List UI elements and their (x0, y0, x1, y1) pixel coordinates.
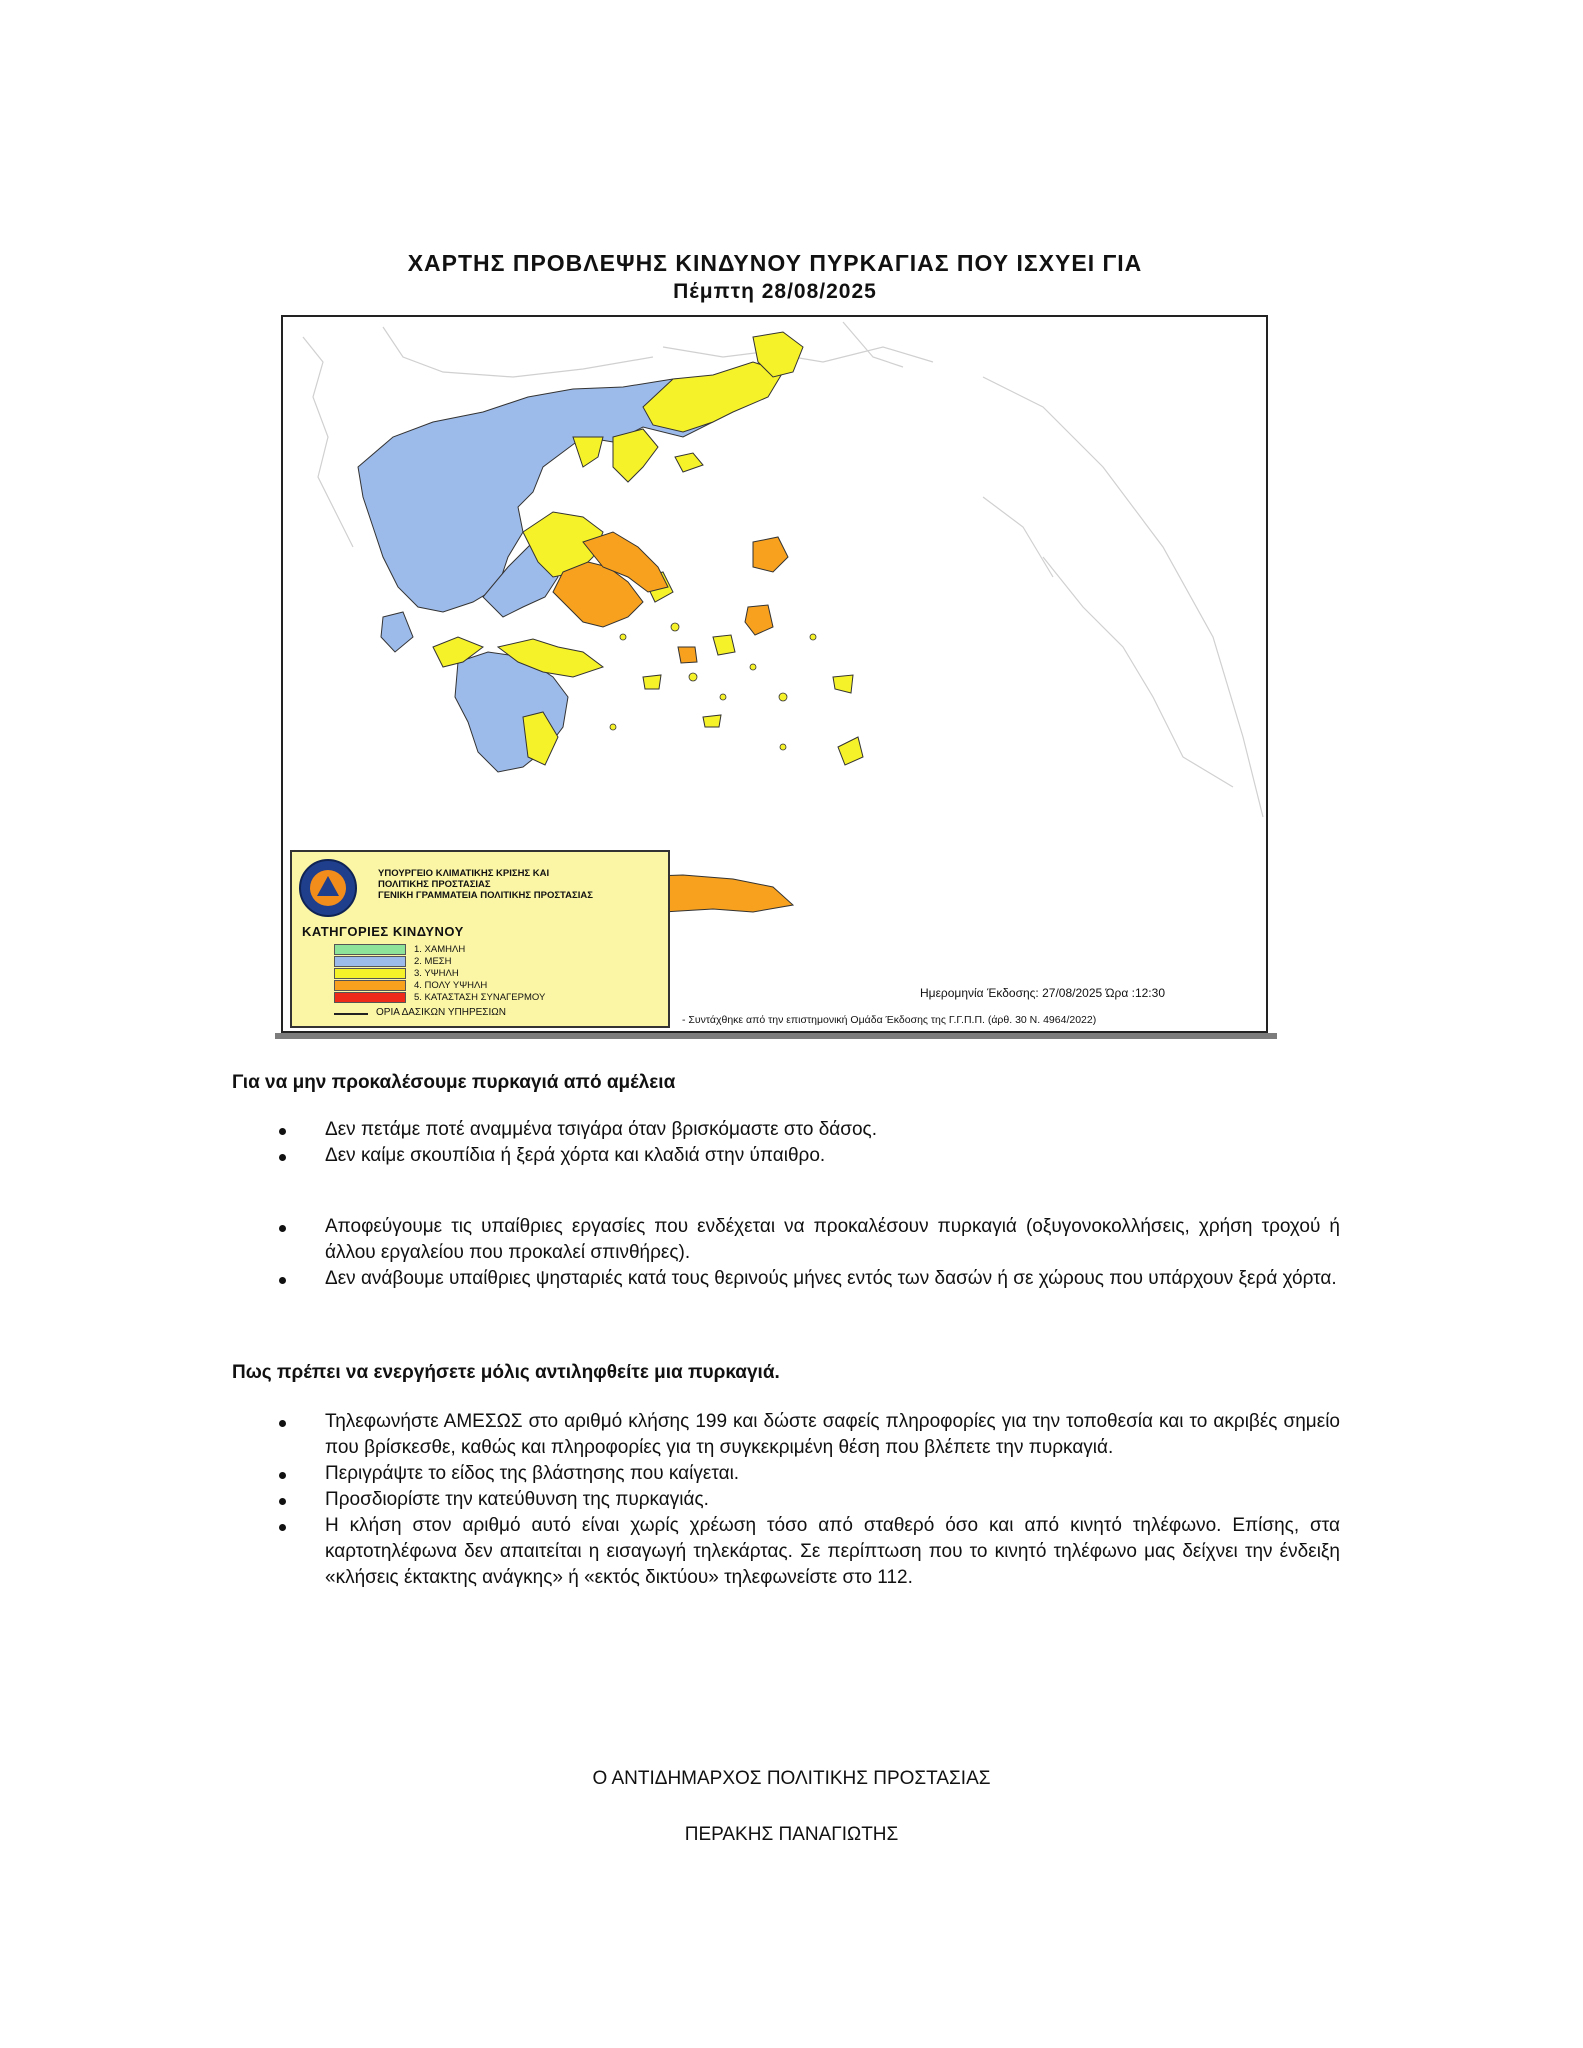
category-swatch-medium (334, 956, 406, 967)
forest-boundary-line-sample (334, 1013, 368, 1015)
issue-note: - Συντάχθηκε από την επιστημονική Ομάδα Έκδοσης της Γ.Γ.Π.Π. (άρθ. 30 Ν. 4964/2022) (682, 1014, 1097, 1026)
map-legend (290, 850, 670, 1028)
list-item-text: Δεν πετάμε ποτέ αναμμένα τσιγάρα όταν βρισκόμαστε στο δάσος. (325, 1119, 877, 1140)
section2-heading: Πως πρέπει να ενεργήσετε μόλις αντιληφθείτε μια πυρκαγιά. (232, 1362, 780, 1383)
map-bottom-bar (275, 1033, 1277, 1039)
bullet-icon (279, 1420, 286, 1427)
category-swatch-low (334, 944, 406, 955)
map-title-date: Πέμπτη 28/08/2025 (673, 280, 877, 303)
list-item-text: Δεν καίμε σκουπίδια ή ξερά χόρτα και κλαδιά στην ύπαιθρο. (325, 1145, 826, 1166)
forest-boundary-label: ΟΡΙΑ ΔΑΣΙΚΩΝ ΥΠΗΡΕΣΙΩΝ (376, 1007, 506, 1018)
ministry-line2: ΠΟΛΙΤΙΚΗΣ ΠΡΟΣΤΑΣΙΑΣ (378, 879, 491, 890)
category-label-low: 1. ΧΑΜΗΛΗ (414, 944, 466, 955)
section1-heading: Για να μην προκαλέσουμε πυρκαγιά από αμέλεια (232, 1072, 676, 1093)
signature-title: Ο ΑΝΤΙΔΗΜΑΡΧΟΣ ΠΟΛΙΤΙΚΗΣ ΠΡΟΣΤΑΣΙΑΣ (592, 1768, 991, 1789)
category-swatch-very-high (334, 980, 406, 991)
ministry-name (378, 868, 593, 901)
list-item-text: Περιγράψτε το είδος της βλάστησης που καίγεται. (325, 1463, 740, 1484)
civil-protection-logo (298, 858, 358, 918)
map-title (272, 248, 1278, 306)
category-label-high: 3. ΥΨΗΛΗ (414, 968, 459, 979)
list-item (232, 1461, 1340, 1487)
ministry-line1: ΥΠΟΥΡΓΕΙΟ ΚΛΙΜΑΤΙΚΗΣ ΚΡΙΣΗΣ ΚΑΙ (378, 868, 550, 879)
map-frame (281, 315, 1268, 1033)
bullet-icon (279, 1128, 286, 1135)
list-item (232, 1513, 1340, 1591)
list-item (232, 1117, 1340, 1143)
list-item-text: Η κλήση στον αριθμό αυτό είναι χωρίς χρέωση τόσο από σταθερό όσο και από κινητό τηλέφωνο. Επίσης, στα καρτοτηλέφωνα δεν απαιτείται η εισαγωγή τηλεκάρτας. Σε περίπτωση που το κινητό τηλέφωνο μας δείχνει την ένδειξη «κλήσεις έκτακτης ανάγκης» ή «εκτός δικτύου» τηλεφωνείστε στο 112. (325, 1515, 1340, 1588)
bullet-icon (279, 1277, 286, 1284)
list-item-text: Προσδιορίστε την κατεύθυνση της πυρκαγιάς. (325, 1489, 709, 1510)
list-item-text: Δεν ανάβουμε υπαίθριες ψησταριές κατά τους θερινούς μήνες εντός των δασών ή σε χώρους που υπάρχουν ξερά χόρτα. (325, 1268, 1337, 1289)
list-item (232, 1266, 1340, 1292)
bullet-icon (279, 1472, 286, 1479)
list-item (232, 1143, 1340, 1169)
category-label-very-high: 4. ΠΟΛΥ ΥΨΗΛΗ (414, 980, 488, 991)
category-label-alert: 5. ΚΑΤΑΣΤΑΣΗ ΣΥΝΑΓΕΡΜΟΥ (414, 992, 546, 1003)
category-swatch-alert (334, 992, 406, 1003)
category-label-medium: 2. ΜΕΣΗ (414, 956, 452, 967)
island-specks (610, 623, 816, 750)
list-item (232, 1214, 1340, 1266)
section1-list-b (232, 1214, 1340, 1292)
issue-date: Ημερομηνία Έκδοσης: 27/08/2025 Ώρα :12:30 (920, 986, 1165, 1000)
bullet-icon (279, 1498, 286, 1505)
bullet-icon (279, 1154, 286, 1161)
signature-name: ΠΕΡΑΚΗΣ ΠΑΝΑΓΙΩΤΗΣ (684, 1824, 899, 1845)
fire-risk-map (272, 240, 1278, 1038)
bullet-icon (279, 1524, 286, 1531)
ministry-line3: ΓΕΝΙΚΗ ΓΡΑΜΜΑΤΕΙΑ ΠΟΛΙΤΙΚΗΣ ΠΡΟΣΤΑΣΙΑΣ (378, 890, 593, 901)
list-item (232, 1487, 1340, 1513)
list-item (232, 1409, 1340, 1461)
list-item-text: Τηλεφωνήστε ΑΜΕΣΩΣ στο αριθμό κλήσης 199 και δώστε σαφείς πληροφορίες για την τοποθεσία και το ακριβές σημείο που βρίσκεσθε, καθώς και πληροφορίες για τη συγκεκριμένη θέση που βλέπετε την πυρκαγιά. (325, 1411, 1340, 1458)
section2-list (232, 1409, 1340, 1591)
list-item-text: Αποφεύγουμε τις υπαίθριες εργασίες που ενδέχεται να προκαλέσουν πυρκαγιά (οξυγονοκολλήσεις, χρήση τροχού ή άλλου εργαλείου που προκαλεί σπινθήρες). (325, 1216, 1340, 1263)
category-swatch-high (334, 968, 406, 979)
risk-categories-title: ΚΑΤΗΓΟΡΙΕΣ ΚΙΝΔΥΝΟΥ (302, 924, 464, 939)
section1-list-a (232, 1117, 1340, 1169)
map-title-line1: ΧΑΡΤΗΣ ΠΡΟΒΛΕΨΗΣ ΚΙΝΔΥΝΟΥ ΠΥΡΚΑΓΙΑΣ ΠΟΥ ΙΣΧΥΕΙ ΓΙΑ (407, 250, 1143, 276)
bullet-icon (279, 1225, 286, 1232)
